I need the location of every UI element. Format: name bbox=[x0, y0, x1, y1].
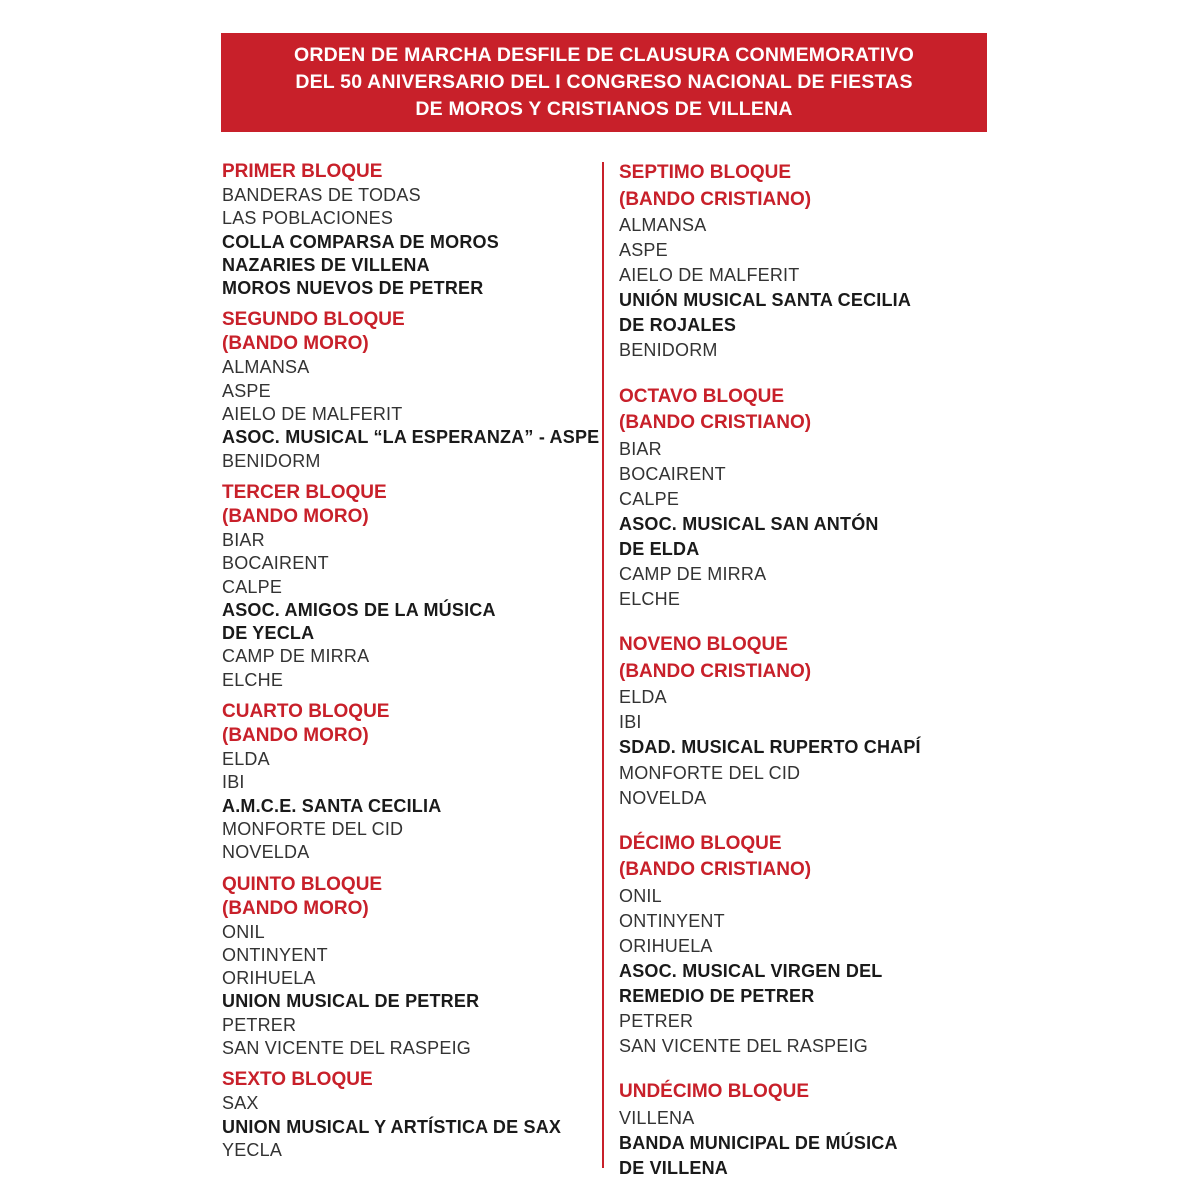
column-divider bbox=[602, 162, 604, 1168]
list-item: CAMP DE MIRRA bbox=[222, 646, 370, 667]
band-name: ASOC. MUSICAL “LA ESPERANZA” - ASPE bbox=[222, 427, 600, 448]
title-line: DE MOROS Y CRISTIANOS DE VILLENA bbox=[415, 98, 793, 120]
band-name: A.M.C.E. SANTA CECILIA bbox=[222, 795, 442, 816]
block-subtitle: (BANDO MORO) bbox=[222, 897, 369, 919]
band-name: BANDA MUNICIPAL DE MÚSICA bbox=[619, 1132, 898, 1153]
list-item: BOCAIRENT bbox=[619, 463, 726, 484]
band-name: UNION MUSICAL DE PETRER bbox=[222, 991, 480, 1012]
band-name: UNION MUSICAL Y ARTÍSTICA DE SAX bbox=[222, 1116, 562, 1137]
list-item: BENIDORM bbox=[222, 450, 321, 471]
band-name: DE VILLENA bbox=[619, 1158, 729, 1179]
list-item: ORIHUELA bbox=[619, 935, 713, 956]
list-item: ONTINYENT bbox=[619, 910, 725, 931]
list-item: ASPE bbox=[222, 380, 271, 401]
list-item: ALMANSA bbox=[222, 357, 310, 378]
band-name: ASOC. MUSICAL SAN ANTÓN bbox=[619, 513, 879, 534]
band-name: UNIÓN MUSICAL SANTA CECILIA bbox=[619, 290, 912, 311]
block-segundo bbox=[222, 308, 600, 472]
block-subtitle: (BANDO CRISTIANO) bbox=[619, 188, 812, 210]
title-banner bbox=[221, 33, 987, 132]
list-item: NOVELDA bbox=[619, 787, 707, 808]
list-item: ASPE bbox=[619, 240, 668, 261]
block-septimo bbox=[619, 160, 979, 364]
block-title: NOVENO BLOQUE bbox=[619, 634, 788, 656]
list-item: ORIHUELA bbox=[222, 968, 316, 989]
list-item: BIAR bbox=[619, 438, 662, 459]
block-primer bbox=[222, 160, 594, 300]
block-decimo bbox=[619, 831, 979, 1060]
block-title: SEXTO BLOQUE bbox=[222, 1069, 373, 1091]
block-subtitle: (BANDO CRISTIANO) bbox=[619, 412, 812, 434]
list-item: NOVELDA bbox=[222, 842, 310, 863]
block-quinto bbox=[222, 873, 594, 1061]
list-item: ONTINYENT bbox=[222, 944, 328, 965]
list-item: ELCHE bbox=[222, 669, 284, 690]
block-subtitle: (BANDO MORO) bbox=[222, 505, 369, 527]
block-noveno bbox=[619, 632, 979, 810]
band-name: COLLA COMPARSA DE MOROS bbox=[222, 231, 499, 252]
block-sexto bbox=[222, 1068, 594, 1162]
list-item: AIELO DE MALFERIT bbox=[619, 265, 800, 286]
list-item: YECLA bbox=[222, 1139, 283, 1160]
band-name: DE ELDA bbox=[619, 538, 700, 559]
band-name: ASOC. AMIGOS DE LA MÚSICA bbox=[222, 599, 496, 620]
list-item: VILLENA bbox=[619, 1107, 695, 1128]
band-name: DE YECLA bbox=[222, 623, 315, 644]
block-title: SEGUNDO BLOQUE bbox=[222, 309, 405, 331]
left-column bbox=[222, 160, 600, 1170]
block-title: PRIMER BLOQUE bbox=[222, 161, 383, 182]
block-subtitle: (BANDO CRISTIANO) bbox=[619, 660, 812, 682]
block-title: UNDÉCIMO BLOQUE bbox=[619, 1081, 809, 1103]
block-subtitle: (BANDO MORO) bbox=[222, 333, 369, 355]
list-item: ELDA bbox=[619, 687, 667, 708]
block-title: CUARTO BLOQUE bbox=[222, 701, 390, 723]
list-item: CALPE bbox=[619, 488, 680, 509]
block-tercer bbox=[222, 481, 594, 692]
list-item: CALPE bbox=[222, 576, 283, 597]
list-item: ELCHE bbox=[619, 589, 681, 610]
band-name: ASOC. MUSICAL VIRGEN DEL bbox=[619, 960, 883, 981]
list-item: AIELO DE MALFERIT bbox=[222, 404, 403, 425]
block-title: OCTAVO BLOQUE bbox=[619, 385, 785, 407]
block-title: SEPTIMO BLOQUE bbox=[619, 162, 792, 183]
block-subtitle: (BANDO MORO) bbox=[222, 725, 369, 747]
list-item: SAN VICENTE DEL RASPEIG bbox=[619, 1036, 868, 1057]
right-column bbox=[619, 160, 979, 1201]
list-item: SAX bbox=[222, 1093, 259, 1114]
list-item: IBI bbox=[619, 712, 642, 733]
band-name: REMEDIO DE PETRER bbox=[619, 986, 815, 1007]
list-item: ONIL bbox=[619, 885, 662, 906]
list-item: MONFORTE DEL CID bbox=[222, 818, 404, 839]
list-item: BOCAIRENT bbox=[222, 553, 329, 574]
block-octavo bbox=[619, 384, 979, 613]
list-item: SAN VICENTE DEL RASPEIG bbox=[222, 1038, 471, 1059]
block-title: DÉCIMO BLOQUE bbox=[619, 832, 782, 854]
list-item: ONIL bbox=[222, 921, 265, 942]
list-item: LAS POBLACIONES bbox=[222, 208, 394, 229]
block-undecimo bbox=[619, 1079, 979, 1181]
title-line: DEL 50 ANIVERSARIO DEL I CONGRESO NACIONAL DE FIESTAS bbox=[295, 71, 913, 93]
list-item: ALMANSA bbox=[619, 215, 707, 235]
block-title: TERCER BLOQUE bbox=[222, 481, 387, 503]
list-item: BENIDORM bbox=[619, 340, 718, 361]
band-name: SDAD. MUSICAL RUPERTO CHAPÍ bbox=[619, 737, 921, 758]
title-line: ORDEN DE MARCHA DESFILE DE CLAUSURA CONMEMORATIVO bbox=[293, 44, 915, 66]
list-item: ELDA bbox=[222, 749, 270, 770]
block-cuarto bbox=[222, 700, 594, 864]
list-item: PETRER bbox=[222, 1014, 297, 1035]
band-name: MOROS NUEVOS DE PETRER bbox=[222, 278, 484, 299]
list-item: BIAR bbox=[222, 529, 265, 550]
list-item: IBI bbox=[222, 772, 245, 793]
band-name: NAZARIES DE VILLENA bbox=[222, 254, 430, 275]
list-item: MONFORTE DEL CID bbox=[619, 762, 801, 783]
list-item: BANDERAS DE TODAS bbox=[222, 185, 421, 205]
band-name: DE ROJALES bbox=[619, 315, 737, 336]
block-subtitle: (BANDO CRISTIANO) bbox=[619, 859, 812, 881]
list-item: CAMP DE MIRRA bbox=[619, 564, 767, 585]
block-title: QUINTO BLOQUE bbox=[222, 873, 383, 895]
list-item: PETRER bbox=[619, 1011, 694, 1032]
